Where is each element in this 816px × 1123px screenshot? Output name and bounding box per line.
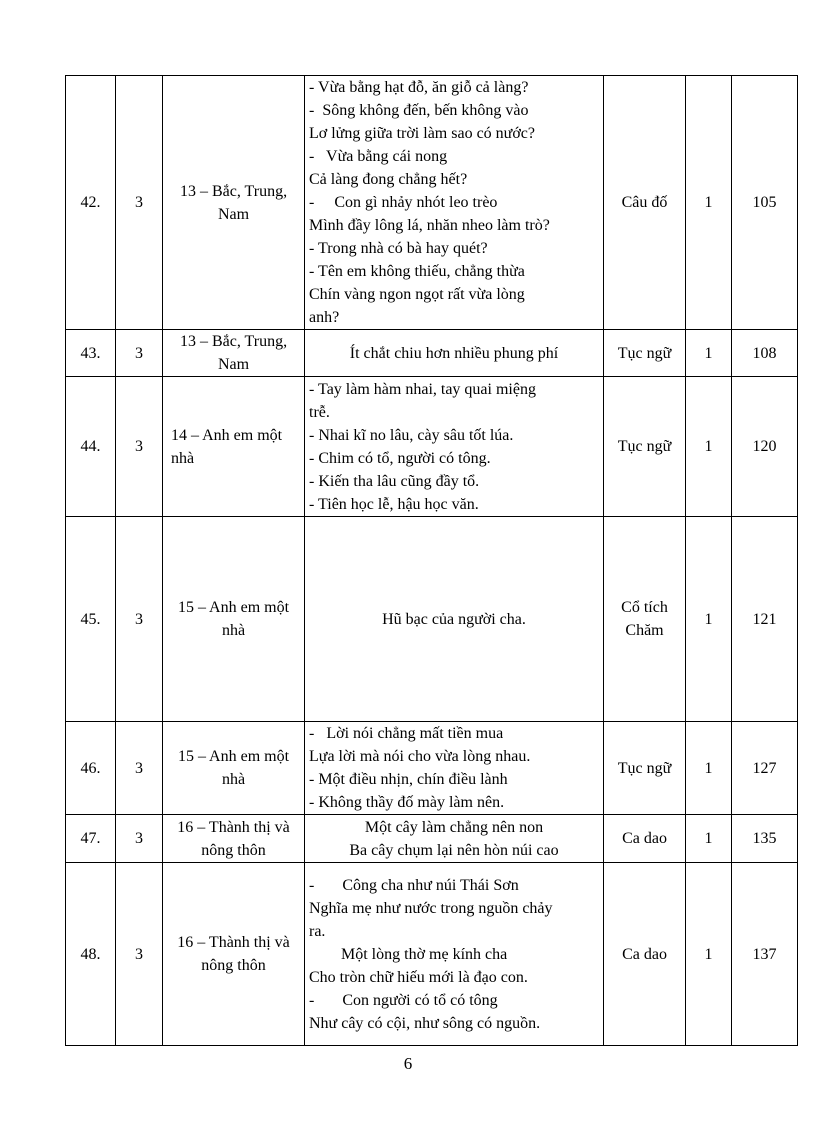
content-line: - Kiến tha lâu cũng đầy tổ. [309, 472, 480, 490]
page-cell: 108 [732, 330, 798, 377]
content-line: Lựa lời mà nói cho vừa lòng nhau. [309, 748, 531, 765]
page-cell: 120 [732, 377, 798, 517]
content-line: - Sông không đến, bến không vào [309, 102, 529, 119]
unit-cell: 16 – Thành thị và nông thôn [163, 863, 305, 1046]
content-line: - Vừa bằng hạt đỗ, ăn giỗ cả làng? [309, 79, 529, 96]
content-line: Mình đầy lông lá, nhăn nheo làm trò? [309, 217, 550, 234]
content-cell [305, 76, 604, 330]
page-cell: 105 [732, 76, 798, 330]
row-number: 47. [66, 815, 116, 863]
grade-cell: 3 [116, 815, 163, 863]
table-row [66, 76, 798, 330]
content-line: - Vừa bằng cái nong [309, 148, 448, 165]
content-line: Ba cây chụm lại nên hòn núi cao [349, 841, 559, 859]
table-row [66, 815, 798, 863]
unit-cell: 14 – Anh em một nhà [163, 377, 305, 517]
unit-cell: 15 – Anh em một nhà [163, 517, 305, 722]
content-line: Nghĩa mẹ như nước trong nguồn chảy [309, 899, 553, 917]
content-line: - Nhai kĩ no lâu, cày sâu tốt lúa. [309, 426, 514, 444]
grade-cell: 3 [116, 722, 163, 815]
content-line: - Trong nhà có bà hay quét? [309, 240, 488, 257]
count-cell: 1 [686, 863, 732, 1046]
count-cell: 1 [686, 722, 732, 815]
row-number: 44. [66, 377, 116, 517]
literature-table [65, 75, 798, 1046]
unit-cell: 13 – Bắc, Trung, Nam [163, 76, 305, 330]
genre-cell: Ca dao [604, 863, 686, 1046]
genre-cell: Tục ngữ [604, 330, 686, 377]
content-line: Ít chắt chiu hơn nhiều phung phí [349, 344, 559, 362]
genre-cell: Cổ tích Chăm [604, 517, 686, 722]
content-cell [305, 815, 604, 863]
content-line: trễ. [309, 403, 330, 421]
grade-cell: 3 [116, 517, 163, 722]
genre-cell: Câu đố [604, 76, 686, 330]
grade-cell: 3 [116, 330, 163, 377]
unit-cell: 13 – Bắc, Trung, Nam [163, 330, 305, 377]
row-number: 45. [66, 517, 116, 722]
content-line: Như cây có cội, như sông có nguồn. [309, 1014, 541, 1032]
count-cell: 1 [686, 377, 732, 517]
content-line: - Tay làm hàm nhai, tay quai miệng [309, 380, 536, 398]
content-line: ra. [309, 922, 326, 940]
count-cell: 1 [686, 815, 732, 863]
content-line: Lơ lửng giữa trời làm sao có nước? [309, 125, 536, 142]
table-row [66, 863, 798, 1046]
content-line: Chín vàng ngon ngọt rất vừa lòng [309, 286, 525, 303]
page-number: 6 [403, 1054, 413, 1073]
genre-cell: Ca dao [604, 815, 686, 863]
genre-cell: Tục ngữ [604, 377, 686, 517]
content-line: - Lời nói chẳng mất tiền mua [309, 725, 504, 742]
row-number: 46. [66, 722, 116, 815]
content-line: Cho tròn chữ hiếu mới là đạo con. [309, 968, 528, 986]
content-line: Một lòng thờ mẹ kính cha [309, 945, 508, 963]
content-line: - Không thầy đố mày làm nên. [309, 794, 505, 811]
row-number: 48. [66, 863, 116, 1046]
content-line: - Con gì nhảy nhót leo trèo [309, 194, 498, 211]
content-line: - Tên em không thiếu, chẳng thừa [309, 263, 525, 280]
content-line: - Chim có tổ, người có tông. [309, 449, 491, 467]
content-line: - Tiên học lễ, hậu học văn. [309, 495, 479, 513]
content-line: - Một điều nhịn, chín điều lành [309, 771, 508, 788]
table-row [66, 517, 798, 722]
count-cell: 1 [686, 330, 732, 377]
grade-cell: 3 [116, 863, 163, 1046]
unit-cell: 16 – Thành thị và nông thôn [163, 815, 305, 863]
content-cell [305, 517, 604, 722]
row-number: 43. [66, 330, 116, 377]
genre-cell: Tục ngữ [604, 722, 686, 815]
page-cell: 127 [732, 722, 798, 815]
count-cell: 1 [686, 517, 732, 722]
page-cell: 137 [732, 863, 798, 1046]
row-number: 42. [66, 76, 116, 330]
grade-cell: 3 [116, 76, 163, 330]
count-cell: 1 [686, 76, 732, 330]
content-cell [305, 330, 604, 377]
content-line: - Con người có tổ có tông [309, 991, 498, 1009]
content-cell [305, 377, 604, 517]
content-line: anh? [309, 309, 340, 326]
table-row [66, 330, 798, 377]
content-line: Một cây làm chẳng nên non [364, 818, 544, 836]
content-line: Hũ bạc của người cha. [382, 610, 526, 628]
content-line: - Công cha như núi Thái Sơn [309, 876, 519, 894]
table-row [66, 722, 798, 815]
content-cell [305, 722, 604, 815]
page-cell: 135 [732, 815, 798, 863]
grade-cell: 3 [116, 377, 163, 517]
content-line: Cả làng đong chẳng hết? [309, 171, 468, 188]
table-row [66, 377, 798, 517]
content-cell [305, 863, 604, 1046]
unit-cell: 15 – Anh em một nhà [163, 722, 305, 815]
page-cell: 121 [732, 517, 798, 722]
